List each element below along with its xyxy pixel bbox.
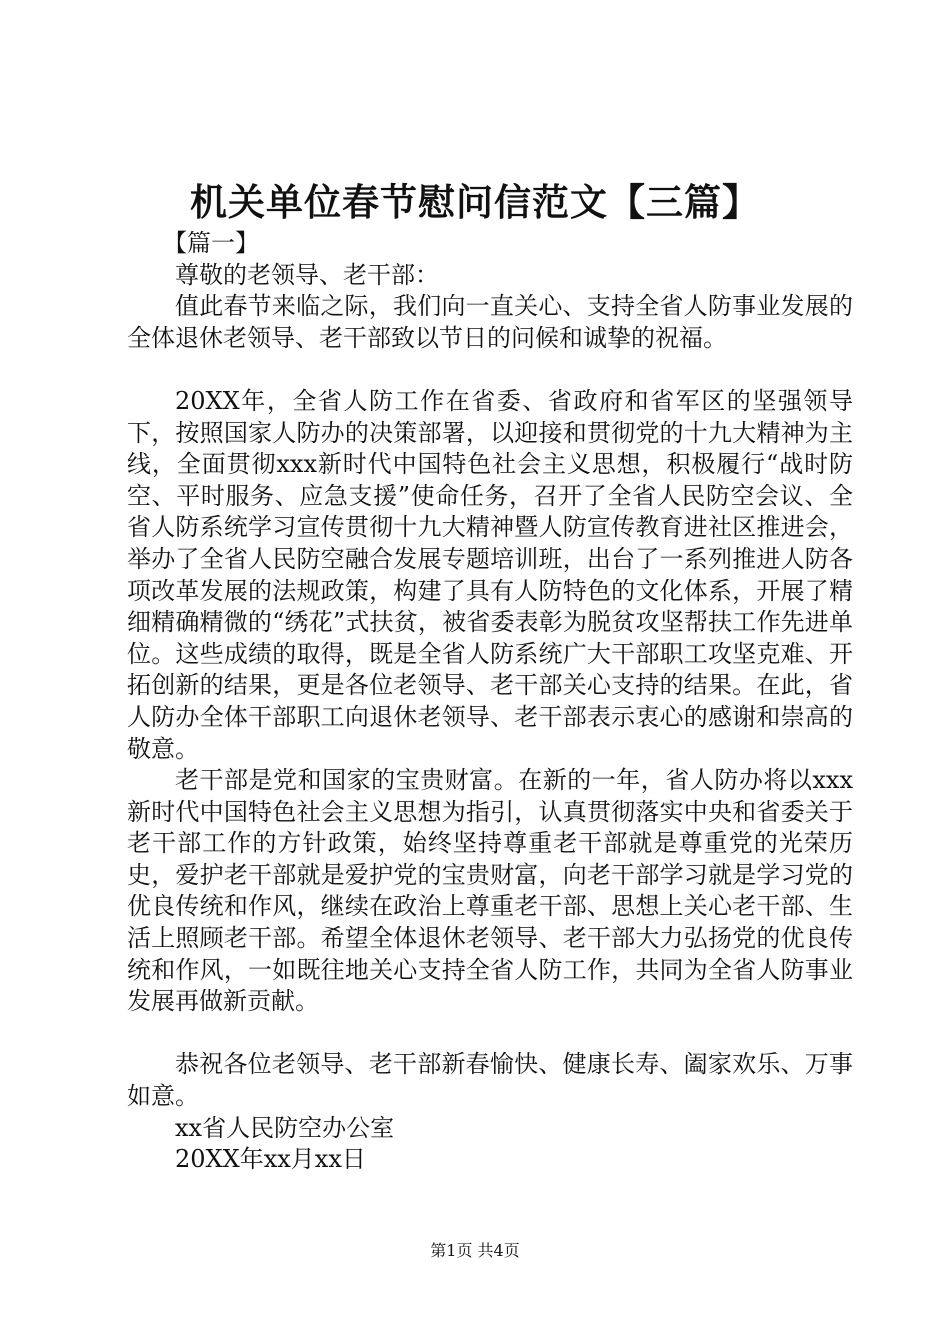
- closing-wishes: 恭祝各位老领导、老干部新春愉快、健康长寿、阖家欢乐、万事如意。: [127, 1050, 853, 1111]
- document-title: 机关单位春节慰问信范文【三篇】: [190, 180, 760, 224]
- signature-date: 20XX年xx月xx日: [175, 1145, 366, 1174]
- section-label: 【篇一】: [163, 229, 259, 257]
- body-paragraph-1: 值此春节来临之际，我们向一直关心、支持全省人防事业发展的全体退休老领导、老干部致以节日的问候和诚挚的祝福。: [127, 292, 853, 352]
- document-body: [127, 228, 853, 1176]
- body-paragraph-3: 老干部是党和国家的宝贵财富。在新的一年，省人防办将以xxx新时代中国特色社会主义思想为指引，认真贯彻落实中央和省委关于老干部工作的方针政策，始终坚持尊重老干部就是尊重党的光荣历史，爱护老干部就是爱护党的宝贵财富，向老干部学习就是学习党的优良传统和作风，继续在政治上尊重老干部、思想上关心老干部、生活上照顾老干部。希望全体退休老领导、老干部大力弘扬党的优良传统和作风，一如既往地关心支持全省人防工作，共同为全省人防事业发展再做新贡献。: [127, 766, 853, 1016]
- salutation: 尊敬的老领导、老干部：: [175, 260, 439, 289]
- signature-organization: xx省人民防空办公室: [175, 1113, 395, 1142]
- body-paragraph-2: 20XX年，全省人防工作在省委、省政府和省军区的坚强领导下，按照国家人防办的决策部署，以迎接和贯彻党的十九大精神为主线，全面贯彻xxx新时代中国特色社会主义思想，积极履行“战时防空、平时服务、应急支援”使命任务，召开了全省人民防空会议、全省人防系统学习宣传贯彻十九大精神暨人防宣传教育进社区推进会，举办了全省人民防空融合发展专题培训班，出台了一系列推进人防各项改革发展的法规政策，构建了具有人防特色的文化体系，开展了精细精确精微的“绣花”式扶贫，被省委表彰为脱贫攻坚帮扶工作先进单位。这些成绩的取得，既是全省人防系统广大干部职工攻坚克难、开拓创新的结果，更是各位老领导、老干部关心支持的结果。在此，省人防办全体干部职工向退休老领导、老干部表示衷心的感谢和崇高的敬意。: [127, 386, 853, 763]
- page-number: 第1页 共4页: [430, 1241, 520, 1260]
